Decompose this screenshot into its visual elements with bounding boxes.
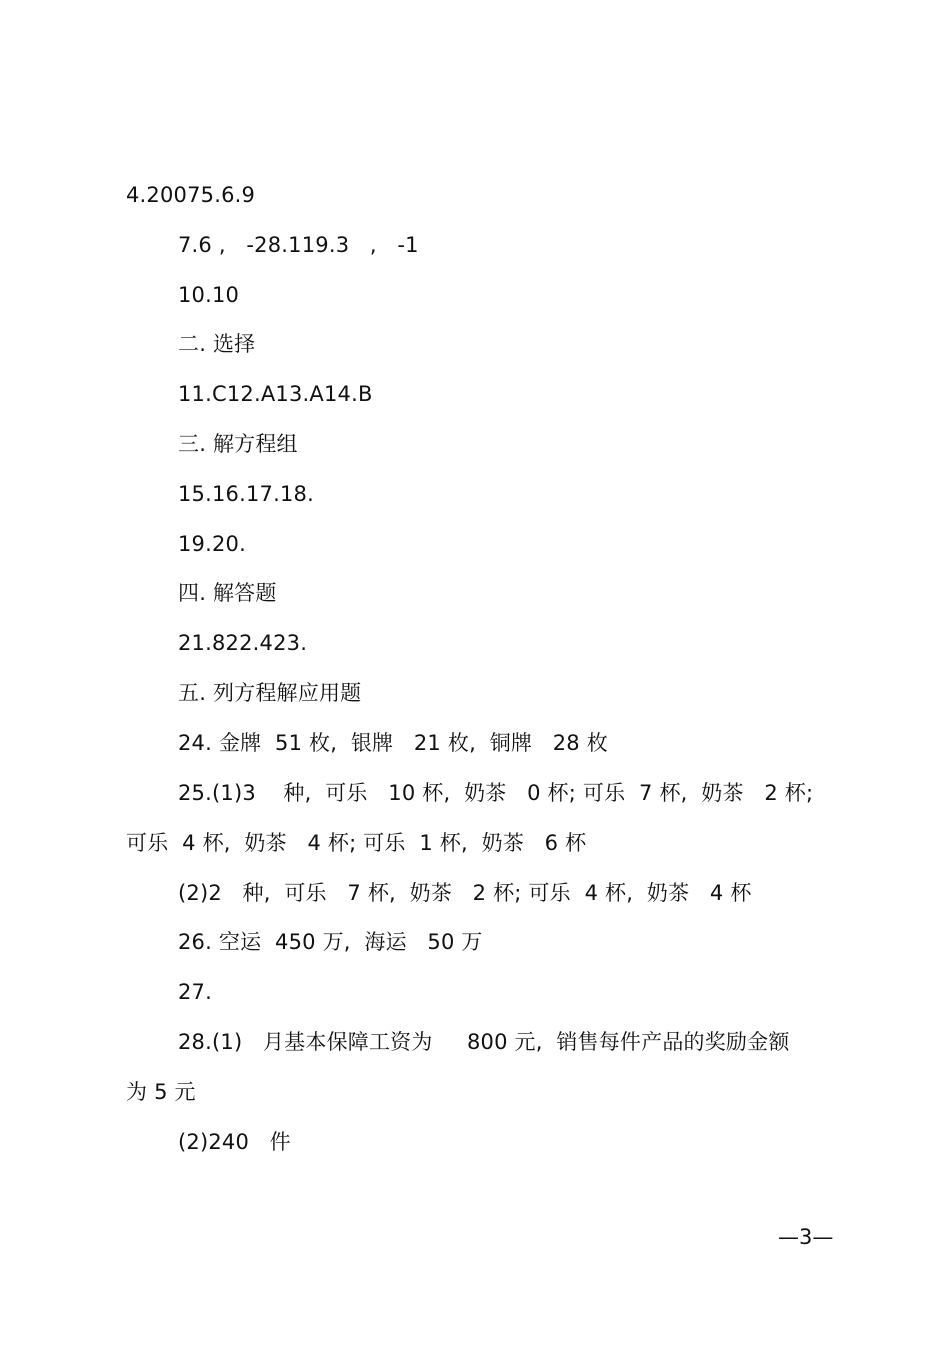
answer-line-11-14: 11.C12.A13.A14.B <box>178 382 373 406</box>
answer-line-28-2: (2)240 件 <box>178 1130 291 1154</box>
answer-line-26: 26. 空运 450 万, 海运 50 万 <box>178 930 483 954</box>
section-heading-choice: 二. 选择 <box>178 332 256 356</box>
answer-line-10: 10.10 <box>178 283 240 307</box>
page-number: —3— <box>778 1225 834 1249</box>
answer-line-25-2: (2)2 种, 可乐 7 杯, 奶茶 2 杯; 可乐 4 杯, 奶茶 4 杯 <box>178 881 752 905</box>
answer-line-27: 27. <box>178 980 212 1004</box>
answer-line-28-1-cont: 为 5 元 <box>126 1080 196 1104</box>
answer-line-7-9: 7.6 , -28.119.3 , -1 <box>178 233 419 257</box>
answer-line-25-1: 25.(1)3 种, 可乐 10 杯, 奶茶 0 杯; 可乐 7 杯, 奶茶 2 杯; <box>178 781 814 805</box>
section-heading-word-problems: 五. 列方程解应用题 <box>178 681 362 705</box>
answer-line-4-6: 4.20075.6.9 <box>126 183 256 207</box>
section-heading-equations: 三. 解方程组 <box>178 432 298 456</box>
answer-line-21-23: 21.822.423. <box>178 631 308 655</box>
answer-line-28-1: 28.(1) 月基本保障工资为 800 元, 销售每件产品的奖励金额 <box>178 1030 790 1054</box>
section-heading-answers: 四. 解答题 <box>178 581 277 605</box>
answer-line-25-1-cont: 可乐 4 杯, 奶茶 4 杯; 可乐 1 杯, 奶茶 6 杯 <box>126 831 587 855</box>
answer-line-15-18: 15.16.17.18. <box>178 482 314 506</box>
answer-line-24: 24. 金牌 51 枚, 银牌 21 枚, 铜牌 28 枚 <box>178 731 608 755</box>
answer-line-19-20: 19.20. <box>178 532 246 556</box>
